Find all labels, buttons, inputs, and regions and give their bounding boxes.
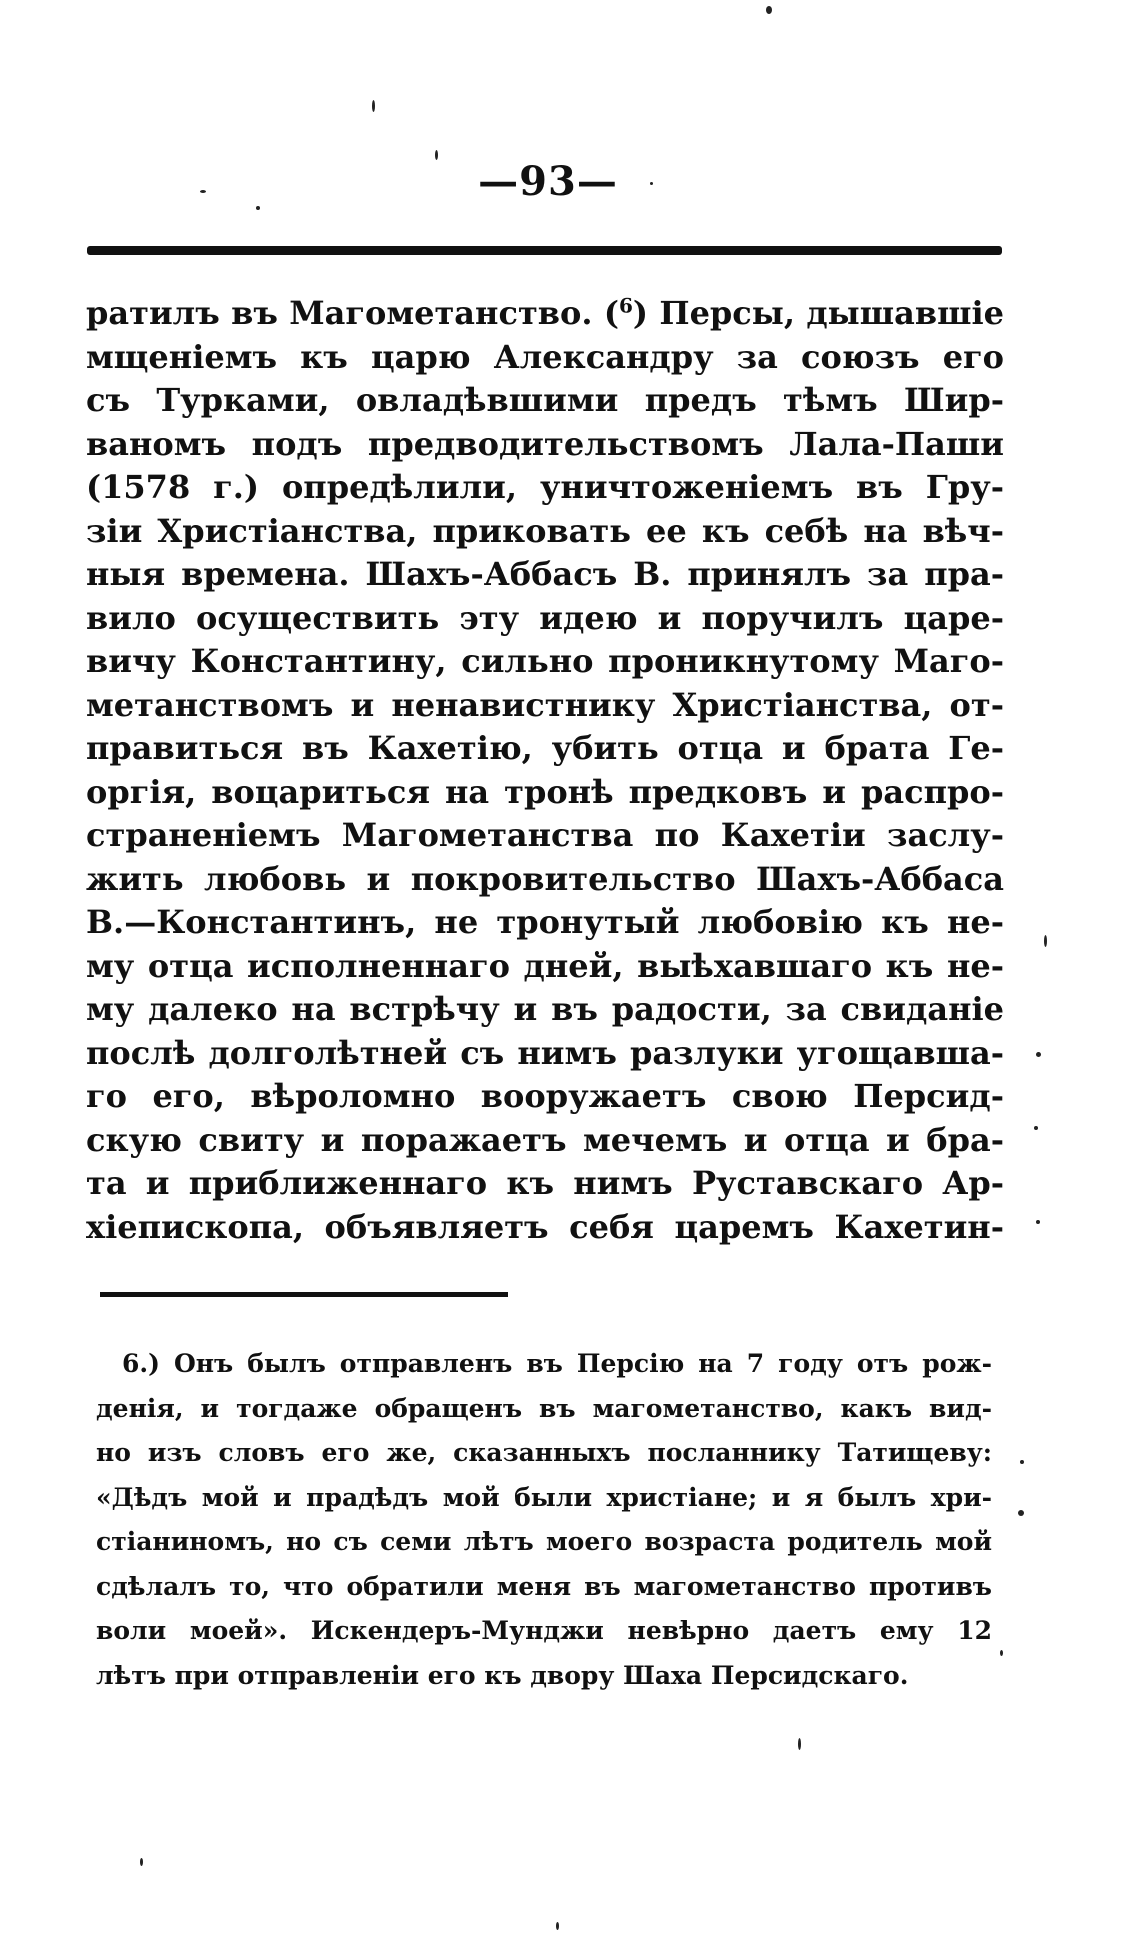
main-text-line: вичу Константину, сильно проникнутому Маго- bbox=[86, 642, 1004, 680]
footnote-line: «Дѣдъ мой и прадѣдъ мой были христіане; и я былъ хри- bbox=[96, 1482, 992, 1512]
main-text-line: мщеніемъ къ царю Александру за союзъ его bbox=[86, 337, 1004, 376]
scan-speck bbox=[372, 100, 375, 112]
scan-speck bbox=[798, 1738, 801, 1750]
main-text-line: хіепископа, объявляетъ себя царемъ Кахетин- bbox=[86, 1207, 1004, 1246]
main-text-line: му отца исполненнаго дней, выѣхавшаго къ не- bbox=[86, 946, 1004, 985]
scan-speck bbox=[435, 150, 438, 160]
scan-speck bbox=[1036, 1052, 1041, 1057]
scan-speck bbox=[256, 206, 260, 210]
footnote-line: стіаниномъ, но съ семи лѣтъ моего возраста родитель мой bbox=[96, 1527, 992, 1556]
footnote bbox=[96, 1342, 992, 1698]
main-text-line: та и приближеннаго къ нимъ Руставскаго Ар- bbox=[86, 1164, 1004, 1202]
footnote-line: лѣтъ при отправленіи его къ двору Шаха Персидскаго. bbox=[96, 1660, 909, 1690]
scan-speck bbox=[1018, 1510, 1024, 1516]
main-text-line: вило осуществить эту идею и поручилъ царе- bbox=[86, 598, 1004, 637]
scan-speck bbox=[1020, 1460, 1024, 1464]
footnote-line: 6.) Онъ былъ отправленъ въ Персію на 7 году отъ рож- bbox=[122, 1349, 992, 1378]
footnote-reference: 6 bbox=[618, 293, 633, 318]
main-text-line: послѣ долголѣтней съ нимъ разлуки угощавша- bbox=[86, 1033, 1004, 1072]
footnote-rule bbox=[100, 1292, 508, 1297]
footnote-line: денія, и тогдаже обращенъ въ магометанство, какъ вид- bbox=[96, 1393, 992, 1423]
main-text-line: (1578 г.) опредѣлили, уничтоженіемъ въ Гру- bbox=[86, 468, 1004, 506]
main-text-line: ваномъ подъ предводительствомъ Лала-Паши bbox=[86, 424, 1004, 463]
main-text-line: страненіемъ Магометанства по Кахетіи заслу- bbox=[86, 816, 1004, 854]
main-text-line bbox=[86, 292, 1004, 336]
main-text-line: съ Турками, овладѣвшими предъ тѣмъ Шир- bbox=[86, 381, 1004, 419]
main-text-line: В.—Константинъ, не тронутый любовію къ не- bbox=[86, 903, 1004, 941]
scan-speck bbox=[1000, 1650, 1003, 1656]
footnote-line: сдѣлалъ то, что обратили меня въ магометанство противъ bbox=[96, 1571, 992, 1601]
main-text bbox=[86, 292, 1004, 1249]
main-text-line: ныя времена. Шахъ-Аббасъ В. принялъ за пра- bbox=[86, 555, 1004, 593]
scan-speck bbox=[650, 182, 653, 185]
scan-speck bbox=[556, 1922, 559, 1930]
main-text-line: правиться въ Кахетію, убить отца и брата Ге- bbox=[86, 729, 1004, 767]
main-text-line: му далеко на встрѣчу и въ радости, за свиданіе bbox=[86, 990, 1004, 1028]
main-text-line: го его, вѣроломно вооружаетъ свою Персид- bbox=[86, 1077, 1004, 1115]
main-text-line: метанствомъ и ненавистнику Христіанства, от- bbox=[86, 685, 1004, 724]
scan-speck bbox=[1044, 935, 1047, 947]
scan-speck bbox=[200, 190, 206, 193]
main-text-line: зіи Христіанства, приковать ее къ себѣ на вѣч- bbox=[86, 511, 1004, 550]
scan-speck bbox=[766, 6, 772, 14]
header-rule bbox=[87, 246, 1002, 255]
scan-speck bbox=[1036, 1220, 1040, 1224]
main-text-line-start: ратилъ въ Магометанство. ( bbox=[86, 294, 619, 332]
footnote-line: воли моей». Искендеръ-Мунджи невѣрно даетъ ему 12 bbox=[96, 1616, 992, 1645]
page-number: —93— bbox=[478, 158, 618, 205]
scan-speck bbox=[1034, 1126, 1038, 1130]
scan-speck bbox=[140, 1858, 143, 1866]
main-text-line: оргія, воцариться на тронѣ предковъ и распро- bbox=[86, 772, 1004, 811]
main-text-line: жить любовь и покровительство Шахъ-Аббаса bbox=[86, 859, 1004, 898]
main-text-line-end: ) Персы, дышавшіе bbox=[632, 294, 1004, 332]
footnote-line: но изъ словъ его же, сказанныхъ посланнику Татищеву: bbox=[96, 1438, 992, 1467]
main-text-line: скую свиту и поражаетъ мечемъ и отца и бра- bbox=[86, 1120, 1004, 1159]
